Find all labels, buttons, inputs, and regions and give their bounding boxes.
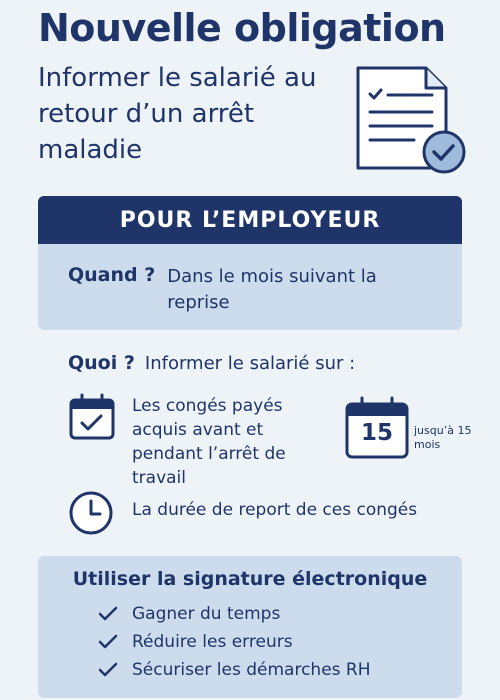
- benefit-item: [98, 660, 371, 680]
- benefit-item: [98, 604, 280, 624]
- deadline-number: 15: [360, 420, 393, 446]
- what-label: Quoi ?: [68, 352, 135, 374]
- calendar-check-icon: [68, 393, 116, 441]
- employer-panel: [38, 196, 462, 330]
- when-label: Quand ?: [68, 264, 156, 286]
- what-text: Informer le salarié sur :: [144, 353, 356, 374]
- benefit-label: Gagner du temps: [132, 604, 281, 624]
- check-icon: [98, 634, 118, 650]
- page-title: Nouvelle obligation: [38, 6, 446, 50]
- carry-over-item-text: La durée de report de ces congés: [132, 500, 418, 520]
- when-row: [68, 264, 397, 316]
- benefit-label: Réduire les erreurs: [132, 632, 293, 652]
- leave-item-text: Les congés payés acquis avant et pendant l’arrêt de travail: [132, 396, 286, 488]
- deadline-text: jusqu’à 15 mois: [414, 424, 472, 451]
- check-icon: [98, 662, 118, 678]
- what-row: [68, 352, 355, 374]
- clock-icon: [68, 490, 114, 536]
- page-subtitle: Informer le salarié au retour d’un arrêt maladie: [38, 63, 317, 165]
- signature-panel-title: Utiliser la signature électronique: [72, 568, 428, 590]
- document-check-icon: [352, 64, 468, 176]
- benefit-label: Sécuriser les démarches RH: [132, 660, 371, 680]
- when-text: Dans le mois suivant la reprise: [167, 266, 377, 313]
- check-icon: [98, 606, 118, 622]
- benefit-item: [98, 632, 293, 652]
- employer-panel-heading: POUR L’EMPLOYEUR: [38, 196, 462, 244]
- signature-panel: [38, 556, 462, 698]
